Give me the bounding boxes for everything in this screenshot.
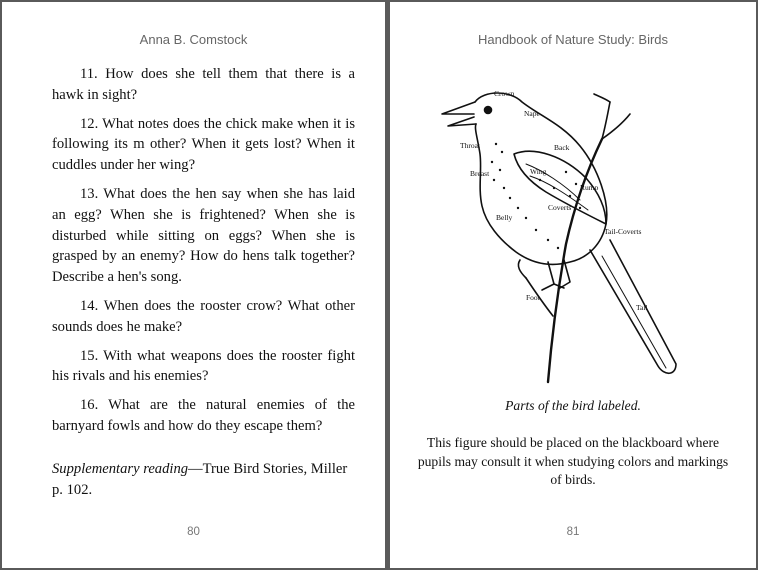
question-15: 15. With what weapons does the rooster fight his rivals and his enemies?	[52, 347, 355, 385]
supplementary-label: Supplementary reading	[52, 460, 189, 477]
left-page-number: 80	[187, 526, 200, 538]
right-page[interactable]	[390, 2, 756, 568]
left-page-header: Anna B. Comstock	[139, 32, 248, 47]
label-foot: Foot	[526, 293, 540, 302]
right-page-header: Handbook of Nature Study: Birds	[477, 32, 669, 47]
figure-note: This figure should be placed on the blackboard where pupils may consult it when studying colors and markings of birds.	[417, 435, 729, 488]
label-nape: Nape	[524, 109, 540, 118]
question-14: 14. When does the rooster crow? What other sounds does he make?	[52, 297, 355, 335]
question-13: 13. What does the hen say when she has laid an egg? When she is frightened? When she is disturbed while sitting on eggs? When she is grasped by an enemy? How do hens talk together? Describe a hen's song.	[52, 185, 355, 286]
question-11: 11. How does she tell them that there is a hawk in sight?	[52, 66, 355, 103]
label-breast: Breast	[470, 169, 490, 178]
label-rump: Rump	[580, 183, 599, 192]
question-12: 12. What notes does the chick make when it is following its m other? When it gets lost? When it cuddles under her wing?	[52, 115, 355, 174]
left-page-body	[52, 64, 355, 500]
supplementary-reading	[52, 459, 355, 501]
label-belly: Belly	[496, 213, 513, 222]
right-page-number: 81	[566, 526, 580, 538]
left-page[interactable]	[2, 2, 385, 568]
label-wing: Wing	[530, 167, 547, 176]
label-back: Back	[554, 143, 570, 152]
label-coverts: Coverts	[548, 203, 572, 212]
label-crown: Crown	[494, 89, 515, 98]
label-tail: Tail	[636, 303, 648, 312]
supplementary-text: —True Bird Stories, Miller p. 102.	[52, 460, 348, 498]
label-tail-coverts: Tail-Coverts	[604, 227, 642, 236]
figure-caption: Parts of the bird labeled.	[505, 398, 641, 413]
label-throat: Throat	[460, 141, 480, 150]
question-16: 16. What are the natural enemies of the barnyard fowls and how do they escape them?	[52, 397, 355, 434]
bird-parts-illustration	[430, 84, 730, 384]
